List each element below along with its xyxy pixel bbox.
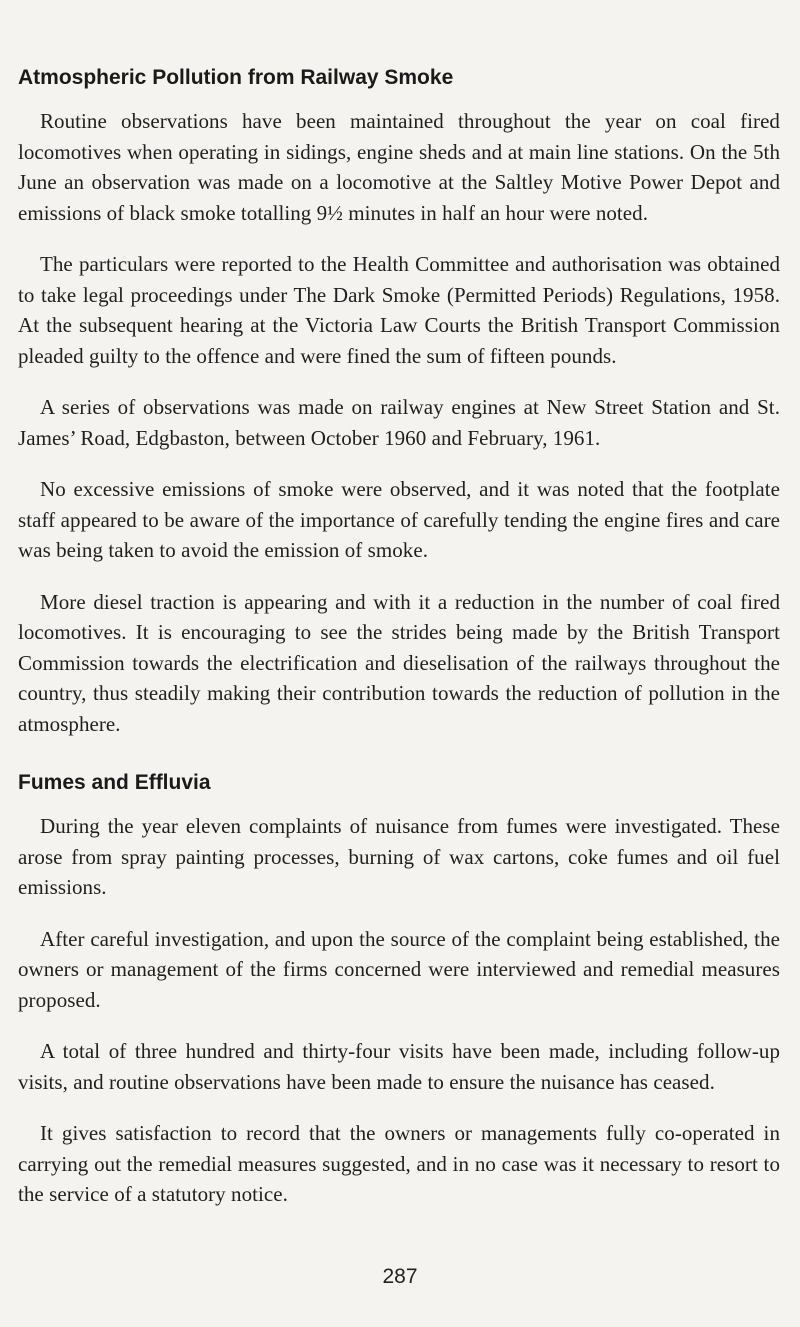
- section-heading-fumes-effluvia: Fumes and Effluvia: [18, 771, 211, 794]
- paragraph: It gives satisfaction to record that the owners or managements fully co-operated in carrying out the remedial measures suggested, and in no case was it necessary to resort to the service of a statutory notice.: [18, 1121, 780, 1206]
- paragraph: During the year eleven complaints of nuisance from fumes were investigated. These arose from spray painting processes, burning of wax cartons, coke fumes and oil fuel emissions.: [18, 814, 780, 899]
- section-heading-railway-smoke: Atmospheric Pollution from Railway Smoke: [18, 66, 454, 89]
- paragraph: After careful investigation, and upon the source of the complaint being established, the owners or management of the firms concerned were interviewed and remedial measures proposed.: [18, 926, 780, 1012]
- document-page: [18, 62, 780, 1231]
- paragraph: A series of observations was made on railway engines at New Street Station and St. James’ Road, Edgbaston, between October 1960 and February, 1961.: [18, 395, 780, 450]
- paragraph: Routine observations have been maintained throughout the year on coal fired locomotives when operating in sidings, engine sheds and at main line stations. On the 5th June an observation was made on a locomotive at the Saltley Motive Power Depot and emissions of black smoke totalling 9½ minutes in half an hour were noted.: [18, 109, 780, 225]
- paragraph: The particulars were reported to the Health Committee and authorisation was obtained to take legal proceedings under The Dark Smoke (Permitted Periods) Regulations, 1958. At the subsequent hearing at the Victoria Law Courts the British Transport Commission pleaded guilty to the offence and were fined the sum of fifteen pounds.: [18, 252, 780, 368]
- paragraph: A total of three hundred and thirty-four visits have been made, including follow-up visits, and routine observations have been made to ensure the nuisance has ceased.: [18, 1039, 780, 1094]
- page-number: 287: [382, 1265, 418, 1288]
- paragraph: More diesel traction is appearing and with it a reduction in the number of coal fired locomotives. It is encouraging to see the strides being made by the British Transport Commission towards the electrification and dieselisation of the railways throughout the country, thus steadily making their contribution towards the reduction of pollution in the atmosphere.: [18, 589, 780, 736]
- paragraph: No excessive emissions of smoke were observed, and it was noted that the footplate staff appeared to be aware of the importance of carefully tending the engine fires and care was being taken to avoid the emission of smoke.: [18, 477, 780, 562]
